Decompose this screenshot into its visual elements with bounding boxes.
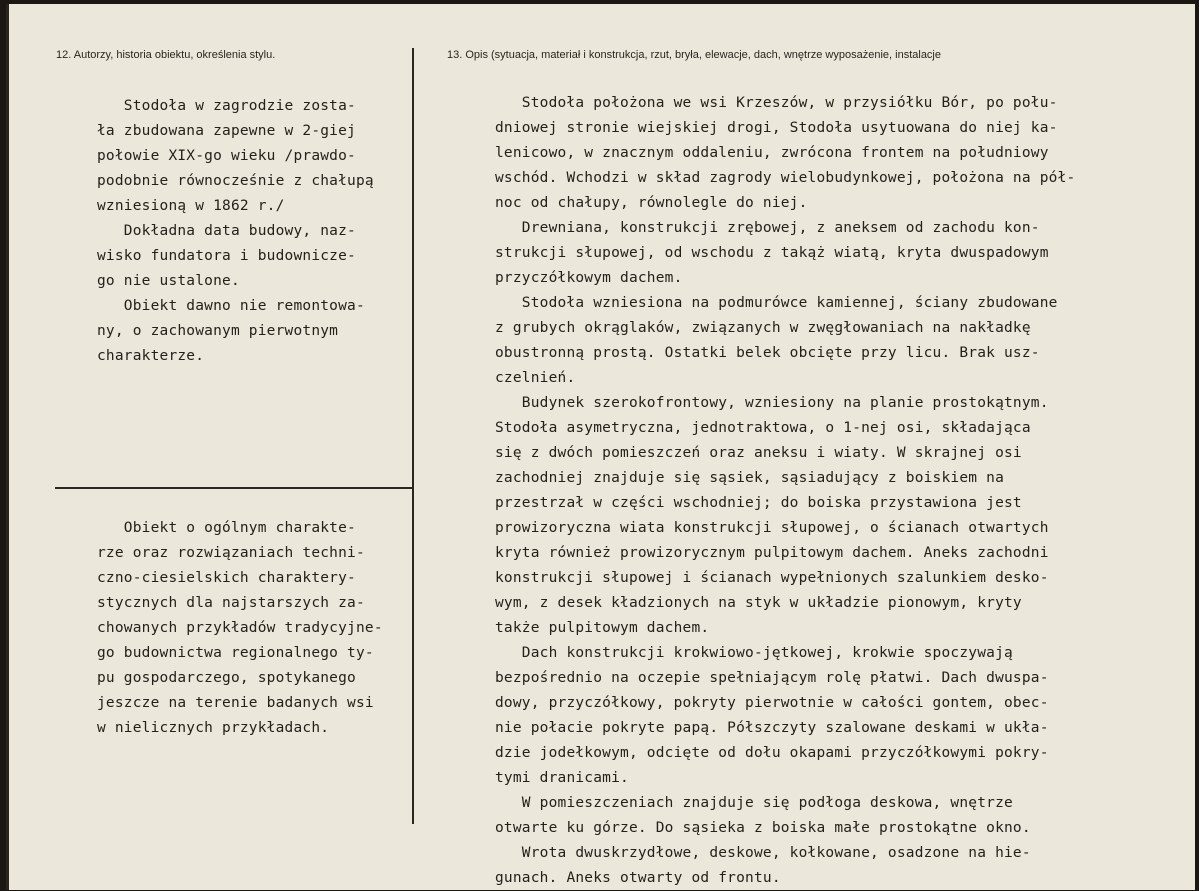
section-divider bbox=[55, 487, 412, 489]
text-line: czelnień. bbox=[495, 370, 576, 386]
text-line: obustronną prostą. Ostatki belek obcięte przy licu. Brak usz- bbox=[495, 345, 1040, 361]
text-line: stycznych dla najstarszych za- bbox=[97, 595, 365, 611]
text-line: nie połacie pokryte papą. Półszczyty szalowane deskami w ukła- bbox=[495, 720, 1049, 736]
text-line: lenicowo, w znacznym oddaleniu, zwrócona frontem na południowy bbox=[495, 145, 1049, 161]
text-line: jeszcze na terenie badanych wsi bbox=[97, 695, 374, 711]
text-line: z grubych okrąglaków, związanych w zwęgłowaniach na nakładkę bbox=[495, 320, 1031, 336]
text-line: W pomieszczeniach znajduje się podłoga deskowa, wnętrze bbox=[495, 795, 1013, 811]
text-line: Drewniana, konstrukcji zrębowej, z aneksem od zachodu kon- bbox=[495, 220, 1040, 236]
text-line: Obiekt dawno nie remontowa- bbox=[97, 298, 365, 314]
text-line: Budynek szerokofrontowy, wzniesiony na planie prostokątnym. bbox=[495, 395, 1049, 411]
text-line: przyczółkowym dachem. bbox=[495, 270, 683, 286]
text-line: wisko fundatora i budownicze- bbox=[97, 248, 356, 264]
text-line: ny, o zachowanym pierwotnym bbox=[97, 323, 339, 339]
text-line: czno-ciesielskich charaktery- bbox=[97, 570, 356, 586]
section-13-header: 13. Opis (sytuacja, materiał i konstrukcja, rzut, bryła, elewacje, dach, wnętrze wyposażenie, instalacje bbox=[447, 49, 941, 61]
text-line: wschód. Wchodzi w skład zagrody wielobudynkowej, położona na pół- bbox=[495, 170, 1076, 186]
text-line: wzniesioną w 1862 r./ bbox=[97, 198, 285, 214]
text-line: przestrzał w części wschodniej; do boiska przystawiona jest bbox=[495, 495, 1022, 511]
text-line: Obiekt o ogólnym charakte- bbox=[97, 520, 356, 536]
text-line: w nielicznych przykładach. bbox=[97, 720, 330, 736]
text-line: także pulpitowym dachem. bbox=[495, 620, 710, 636]
text-line: połowie XIX-go wieku /prawdo- bbox=[97, 148, 356, 164]
text-line: kryta również prowizorycznym pulpitowym dachem. Aneks zachodni bbox=[495, 545, 1049, 561]
text-line: rze oraz rozwiązaniach techni- bbox=[97, 545, 365, 561]
text-line: chowanych przykładów tradycyjne- bbox=[97, 620, 383, 636]
text-line: bezpośrednio na oczepie spełniającym rolę płatwi. Dach dwuspa- bbox=[495, 670, 1049, 686]
text-line: strukcji słupowej, od wschodu z takąż wiatą, kryta dwuspadowym bbox=[495, 245, 1049, 261]
text-line: Wrota dwuskrzydłowe, deskowe, kołkowane, osadzone na hie- bbox=[495, 845, 1031, 861]
text-line: Stodoła wzniesiona na podmurówce kamiennej, ściany zbudowane bbox=[495, 295, 1058, 311]
text-line: zachodniej znajduje się sąsiek, sąsiadujący z boiskiem na bbox=[495, 470, 1004, 486]
history-text bbox=[97, 94, 374, 369]
text-line: konstrukcji słupowej i ścianach wypełnionych szalunkiem desko- bbox=[495, 570, 1049, 586]
text-line: Stodoła położona we wsi Krzeszów, w przysiółku Bór, po połu- bbox=[495, 95, 1058, 111]
text-line: Dokładna data budowy, naz- bbox=[97, 223, 356, 239]
text-line: noc od chałupy, równolegle do niej. bbox=[495, 195, 808, 211]
text-line: dzie jodełkowym, odcięte od dołu okapami przyczółkowymi pokry- bbox=[495, 745, 1049, 761]
text-line: go budownictwa regionalnego ty- bbox=[97, 645, 374, 661]
text-line: wym, z desek kładzionych na styk w układzie pionowym, kryty bbox=[495, 595, 1022, 611]
text-line: dniowej stronie wiejskiej drogi, Stodoła usytuowana do niej ka- bbox=[495, 120, 1058, 136]
text-line: podobnie równocześnie z chałupą bbox=[97, 173, 374, 189]
document-page bbox=[6, 4, 1195, 890]
text-line: Dach konstrukcji krokwiowo-jętkowej, krokwie spoczywają bbox=[495, 645, 1013, 661]
text-line: tymi dranicami. bbox=[495, 770, 629, 786]
text-line: się z dwóch pomieszczeń oraz aneksu i wiaty. W skrajnej osi bbox=[495, 445, 1022, 461]
text-line: charakterze. bbox=[97, 348, 205, 364]
text-line: Stodoła w zagrodzie zosta- bbox=[97, 98, 356, 114]
text-line: prowizoryczna wiata konstrukcji słupowej, o ścianach otwartych bbox=[495, 520, 1049, 536]
text-line: otwarte ku górze. Do sąsieka z boiska małe prostokątne okno. bbox=[495, 820, 1031, 836]
style-assessment-text bbox=[97, 516, 383, 741]
column-divider bbox=[412, 48, 414, 824]
text-line: gunach. Aneks otwarty od frontu. bbox=[495, 870, 781, 886]
text-line: dowy, przyczółkowy, pokryty pierwotnie w całości gontem, obec- bbox=[495, 695, 1049, 711]
description-text bbox=[495, 91, 1075, 891]
text-line: ła zbudowana zapewne w 2-giej bbox=[97, 123, 356, 139]
text-line: go nie ustalone. bbox=[97, 273, 240, 289]
section-12-header: 12. Autorzy, historia obiektu, określenia stylu. bbox=[56, 49, 276, 61]
text-line: Stodoła asymetryczna, jednotraktowa, o 1-nej osi, składająca bbox=[495, 420, 1031, 436]
text-line: pu gospodarczego, spotykanego bbox=[97, 670, 356, 686]
